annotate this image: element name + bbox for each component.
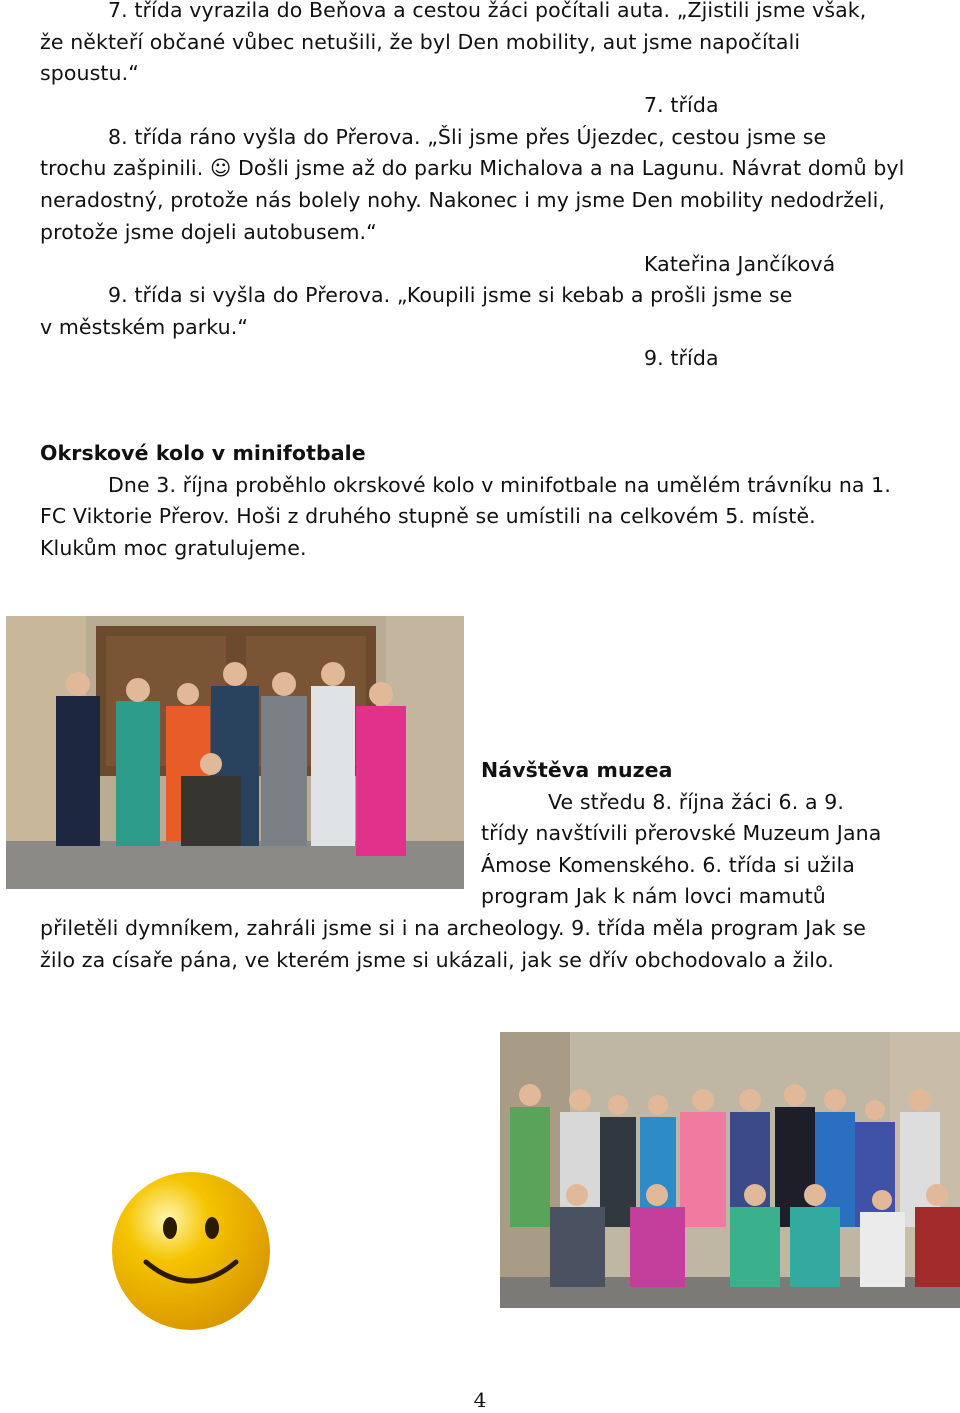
mobility-line-5: 8. třída ráno vyšla do Přerova. „Šli jsme přes Újezdec, cestou jsme se — [108, 125, 827, 149]
page-number: 4 — [473, 1388, 487, 1412]
mobility-line-10: 9. třída si vyšla do Přerova. „Koupili jsme si kebab a prošli jsme se — [108, 283, 793, 307]
museum-line-1: Ve středu 8. října žáci 6. a 9. — [548, 790, 844, 814]
museum-line-3: Ámose Komenského. 6. třída si užila — [481, 853, 855, 877]
football-line-3: Klukům moc gratulujeme. — [40, 536, 307, 560]
museum-line-2: třídy navštívili přerovské Muzeum Jana — [481, 821, 882, 845]
mobility-signature-8: Kateřina Jančíková — [644, 252, 836, 276]
museum-line-5: přiletěli dymníkem, zahráli jsme si i na archeology. 9. třída měla program Jak se — [40, 916, 866, 940]
mobility-line-6: trochu zašpinili. ☺ Došli jsme až do parku Michalova a na Lagunu. Návrat domů byl — [40, 156, 905, 180]
mobility-line-2: že někteří občané vůbec netušili, že byl Den mobility, aut jsme napočítali — [40, 30, 801, 54]
football-line-1: Dne 3. října proběhlo okrskové kolo v minifotbale na umělém trávníku na 1. — [108, 473, 891, 497]
mobility-line-1: 7. třída vyrazila do Beňova a cestou žáci počítali auta. „Zjistili jsme však, — [108, 0, 867, 22]
mobility-signature-9: 9. třída — [644, 346, 719, 370]
football-line-2: FC Viktorie Přerov. Hoši z druhého stupně se umístili na celkovém 5. místě. — [40, 504, 816, 528]
football-heading: Okrskové kolo v minifotbale — [40, 441, 366, 465]
museum-line-6: žilo za císaře pána, ve kterém jsme si ukázali, jak se dřív obchodovalo a žilo. — [40, 948, 834, 972]
mobility-line-7: neradostný, protože nás bolely nohy. Nakonec i my jsme Den mobility nedodrželi, — [40, 188, 886, 212]
mobility-line-8: protože jsme dojeli autobusem.“ — [40, 220, 377, 244]
museum-line-4: program Jak k nám lovci mamutů — [481, 884, 826, 908]
mobility-line-11: v městském parku.“ — [40, 315, 249, 339]
mobility-signature-7: 7. třída — [644, 93, 719, 117]
smiley-ball-icon — [110, 1170, 272, 1332]
museum-heading: Návštěva muzea — [481, 758, 673, 782]
mobility-line-3: spoustu.“ — [40, 61, 139, 85]
group-photo-museum — [500, 1032, 960, 1308]
group-photo-football — [6, 616, 464, 889]
